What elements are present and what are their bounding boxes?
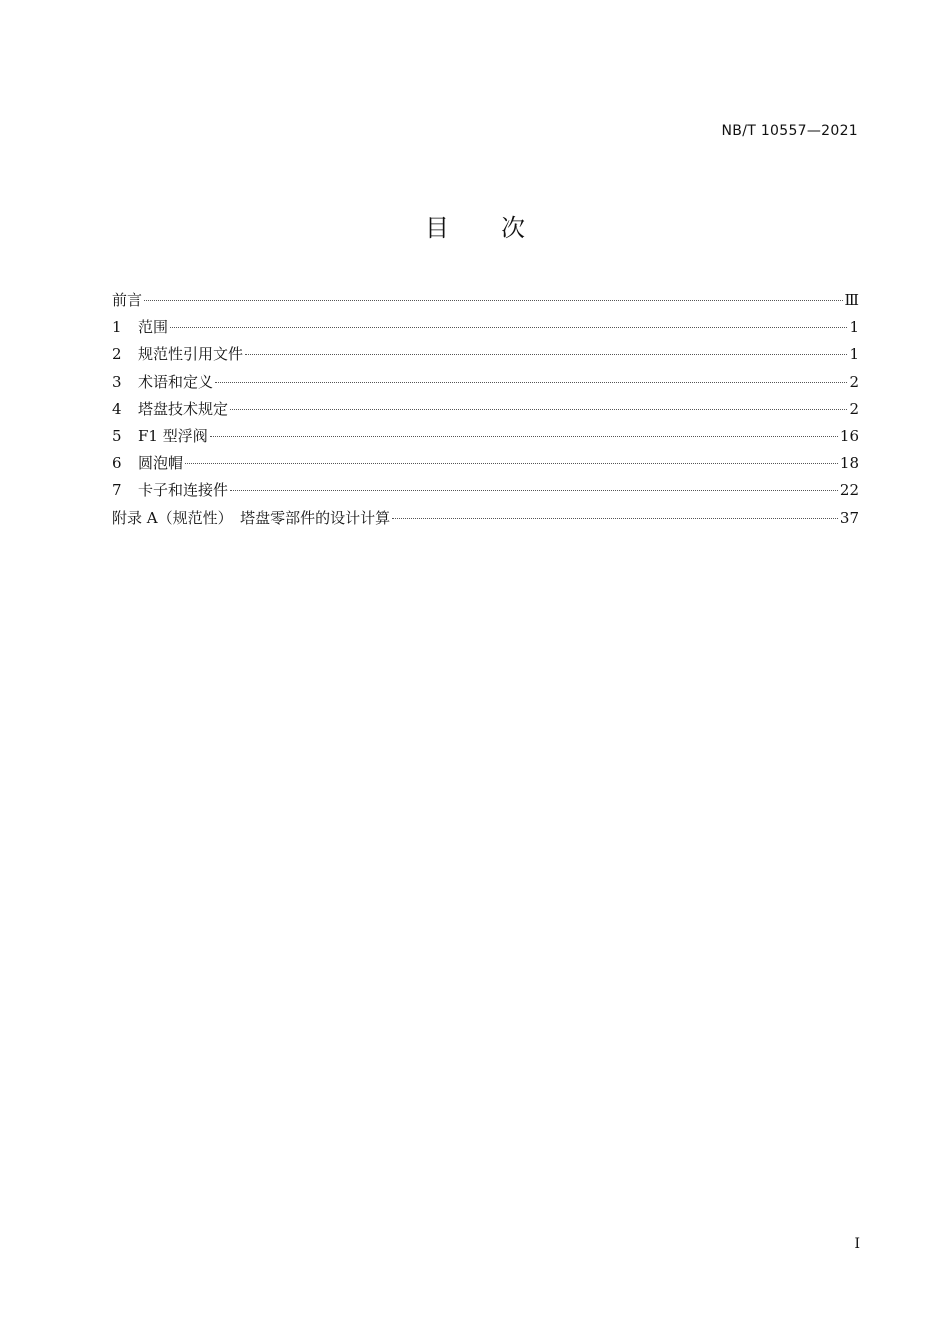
toc-entry-preface[interactable] (112, 289, 859, 316)
toc-entry-label: 卡子和连接件 (138, 481, 229, 500)
dot-leader (245, 354, 847, 355)
dot-leader (144, 300, 843, 301)
dot-leader (210, 436, 838, 437)
toc-entry-number: 4 (112, 399, 122, 418)
dot-leader (230, 490, 838, 491)
toc-entry-number: 6 (112, 454, 122, 473)
toc-entry-page: 1 (849, 318, 859, 337)
toc-entry-number: 3 (112, 372, 122, 391)
toc-entry-2[interactable] (112, 343, 859, 370)
toc-entry-number: 5 (112, 426, 122, 445)
toc-entry-label: 塔盘技术规定 (138, 399, 229, 418)
dot-leader (170, 327, 847, 328)
toc-entry-page: 18 (839, 454, 859, 473)
toc-entry-number: 2 (112, 345, 122, 364)
toc-entry-label: 规范性引用文件 (138, 345, 244, 364)
toc-entry-6[interactable] (112, 452, 859, 479)
page-number: I (854, 1236, 860, 1252)
toc-entry-label: 附录 A（规范性） 塔盘零部件的设计计算 (112, 508, 391, 527)
toc-entry-4[interactable] (112, 398, 859, 425)
dot-leader (185, 463, 838, 464)
toc-entry-page: 16 (839, 426, 859, 445)
toc-entry-label: 前言 (112, 291, 143, 309)
toc-entry-page: 1 (849, 345, 859, 364)
toc-title (0, 208, 950, 243)
toc-entry-number: 1 (112, 318, 122, 337)
dot-leader (215, 382, 847, 383)
toc-entry-1[interactable] (112, 316, 859, 343)
toc-entry-page: Ⅲ (844, 291, 859, 309)
toc-entry-label: 术语和定义 (138, 372, 214, 391)
toc-entry-7[interactable] (112, 479, 859, 506)
toc-entry-page: 2 (849, 372, 859, 391)
standard-code: NB/T 10557—2021 (721, 123, 858, 139)
toc-title-char-2: 次 (501, 214, 525, 242)
toc-entry-label: 圆泡帽 (138, 454, 184, 473)
toc-entry-label: F1 型浮阀 (138, 426, 208, 445)
toc-entry-page: 37 (839, 508, 859, 527)
toc-entry-5[interactable] (112, 425, 859, 452)
toc-title-char-1: 目 (425, 214, 449, 242)
toc-entry-page: 2 (849, 399, 859, 418)
table-of-contents (112, 289, 859, 534)
toc-entry-label: 范围 (138, 318, 169, 337)
toc-entry-appendix-a[interactable] (112, 507, 859, 534)
toc-entry-page: 22 (839, 481, 859, 500)
toc-entry-3[interactable] (112, 371, 859, 398)
dot-leader (392, 518, 838, 519)
toc-entry-number: 7 (112, 481, 122, 500)
dot-leader (230, 409, 847, 410)
